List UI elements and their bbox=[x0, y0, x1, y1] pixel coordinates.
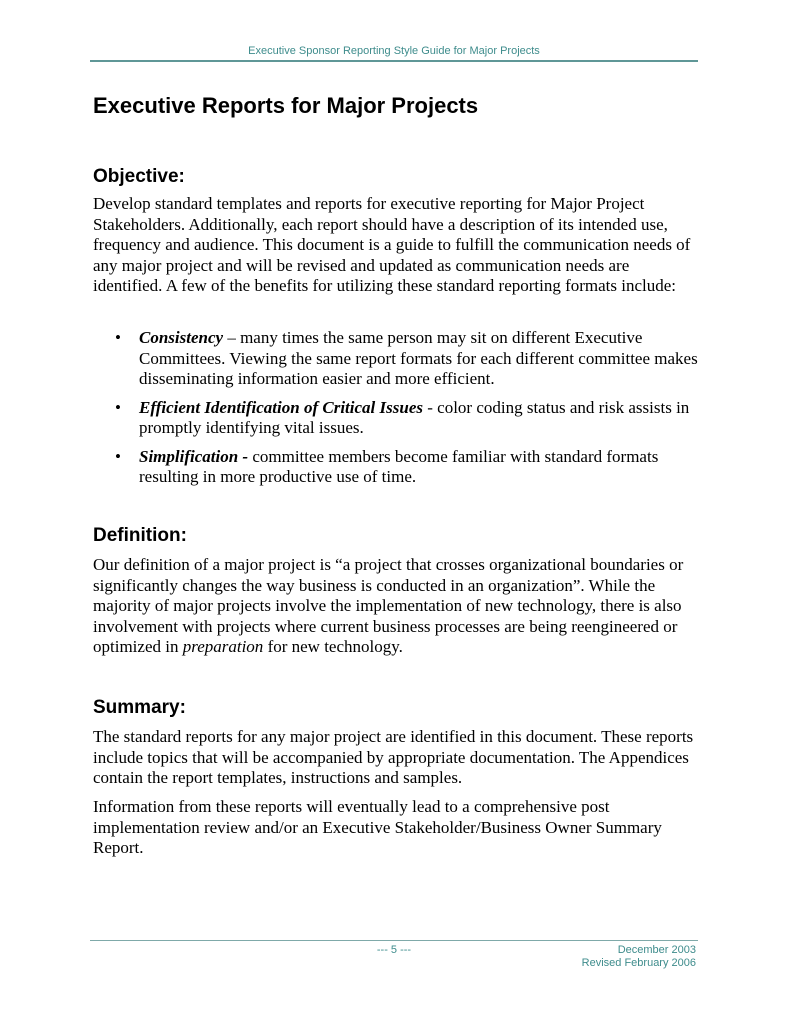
bullet-icon: • bbox=[115, 397, 121, 417]
bullet-label: Simplification - bbox=[139, 446, 249, 466]
bullet-label: Consistency bbox=[139, 328, 224, 347]
summary-paragraph: The standard reports for any major project are identified in this document. These reports include topics that will be accompanied by appropriate documentation. The Appendices contain the report templates, instructions and samples. bbox=[93, 727, 694, 787]
list-item bbox=[93, 328, 699, 390]
list-item bbox=[93, 447, 699, 488]
bullet-icon: • bbox=[115, 328, 121, 347]
list-item bbox=[93, 398, 699, 439]
bullet-label: Efficient Identification of Critical Issues bbox=[139, 397, 423, 417]
objective-heading: Objective: bbox=[93, 166, 185, 187]
footer-date: December 2003 bbox=[617, 944, 696, 956]
bullet-icon: • bbox=[115, 446, 121, 466]
definition-paragraph bbox=[93, 555, 699, 658]
definition-text: Our definition of a major project is “a project that crosses organizational boundaries or significantly changes the way business is conducted in an organization”. While the majority of major projects involve the implementation of new technology, there is also involvement with projects where current business processes are being reengineered or optimized in bbox=[93, 555, 684, 656]
running-header: Executive Sponsor Reporting Style Guide for Major Projects bbox=[248, 45, 540, 57]
bullet-text: – many times the same person may sit on different Executive Committees. Viewing the same report formats for each different committee makes disseminating information easier and more efficient. bbox=[139, 328, 698, 388]
definition-heading: Definition: bbox=[93, 525, 187, 546]
objective-paragraph: Develop standard templates and reports for executive reporting for Major Project Stakeholders. Additionally, each report should have a description of its intended use, frequency and audience. This document is a guide to fulfill the communication needs of any major project and will be revised and updated as communication needs are identified. A few of the benefits for utilizing these standard reporting formats include: bbox=[93, 194, 691, 295]
footer-revised: Revised February 2006 bbox=[581, 957, 696, 969]
page-title: Executive Reports for Major Projects bbox=[93, 93, 479, 118]
page-number: --- 5 --- bbox=[376, 944, 412, 956]
footer-divider bbox=[90, 940, 698, 941]
header-divider bbox=[90, 60, 698, 62]
definition-italic: preparation bbox=[182, 637, 264, 656]
summary-paragraph: Information from these reports will eventually lead to a comprehensive post implementation review and/or an Executive Stakeholder/Business Owner Summary Report. bbox=[93, 797, 662, 857]
bullet-text: - color coding status and risk assists in promptly identifying vital issues. bbox=[139, 397, 690, 437]
definition-text-end: for new technology. bbox=[263, 637, 403, 656]
summary-heading: Summary: bbox=[93, 697, 186, 718]
bullet-text: committee members become familiar with standard formats resulting in more productive use of time. bbox=[139, 446, 659, 486]
benefits-list bbox=[93, 328, 699, 496]
footer-dates bbox=[582, 944, 696, 970]
